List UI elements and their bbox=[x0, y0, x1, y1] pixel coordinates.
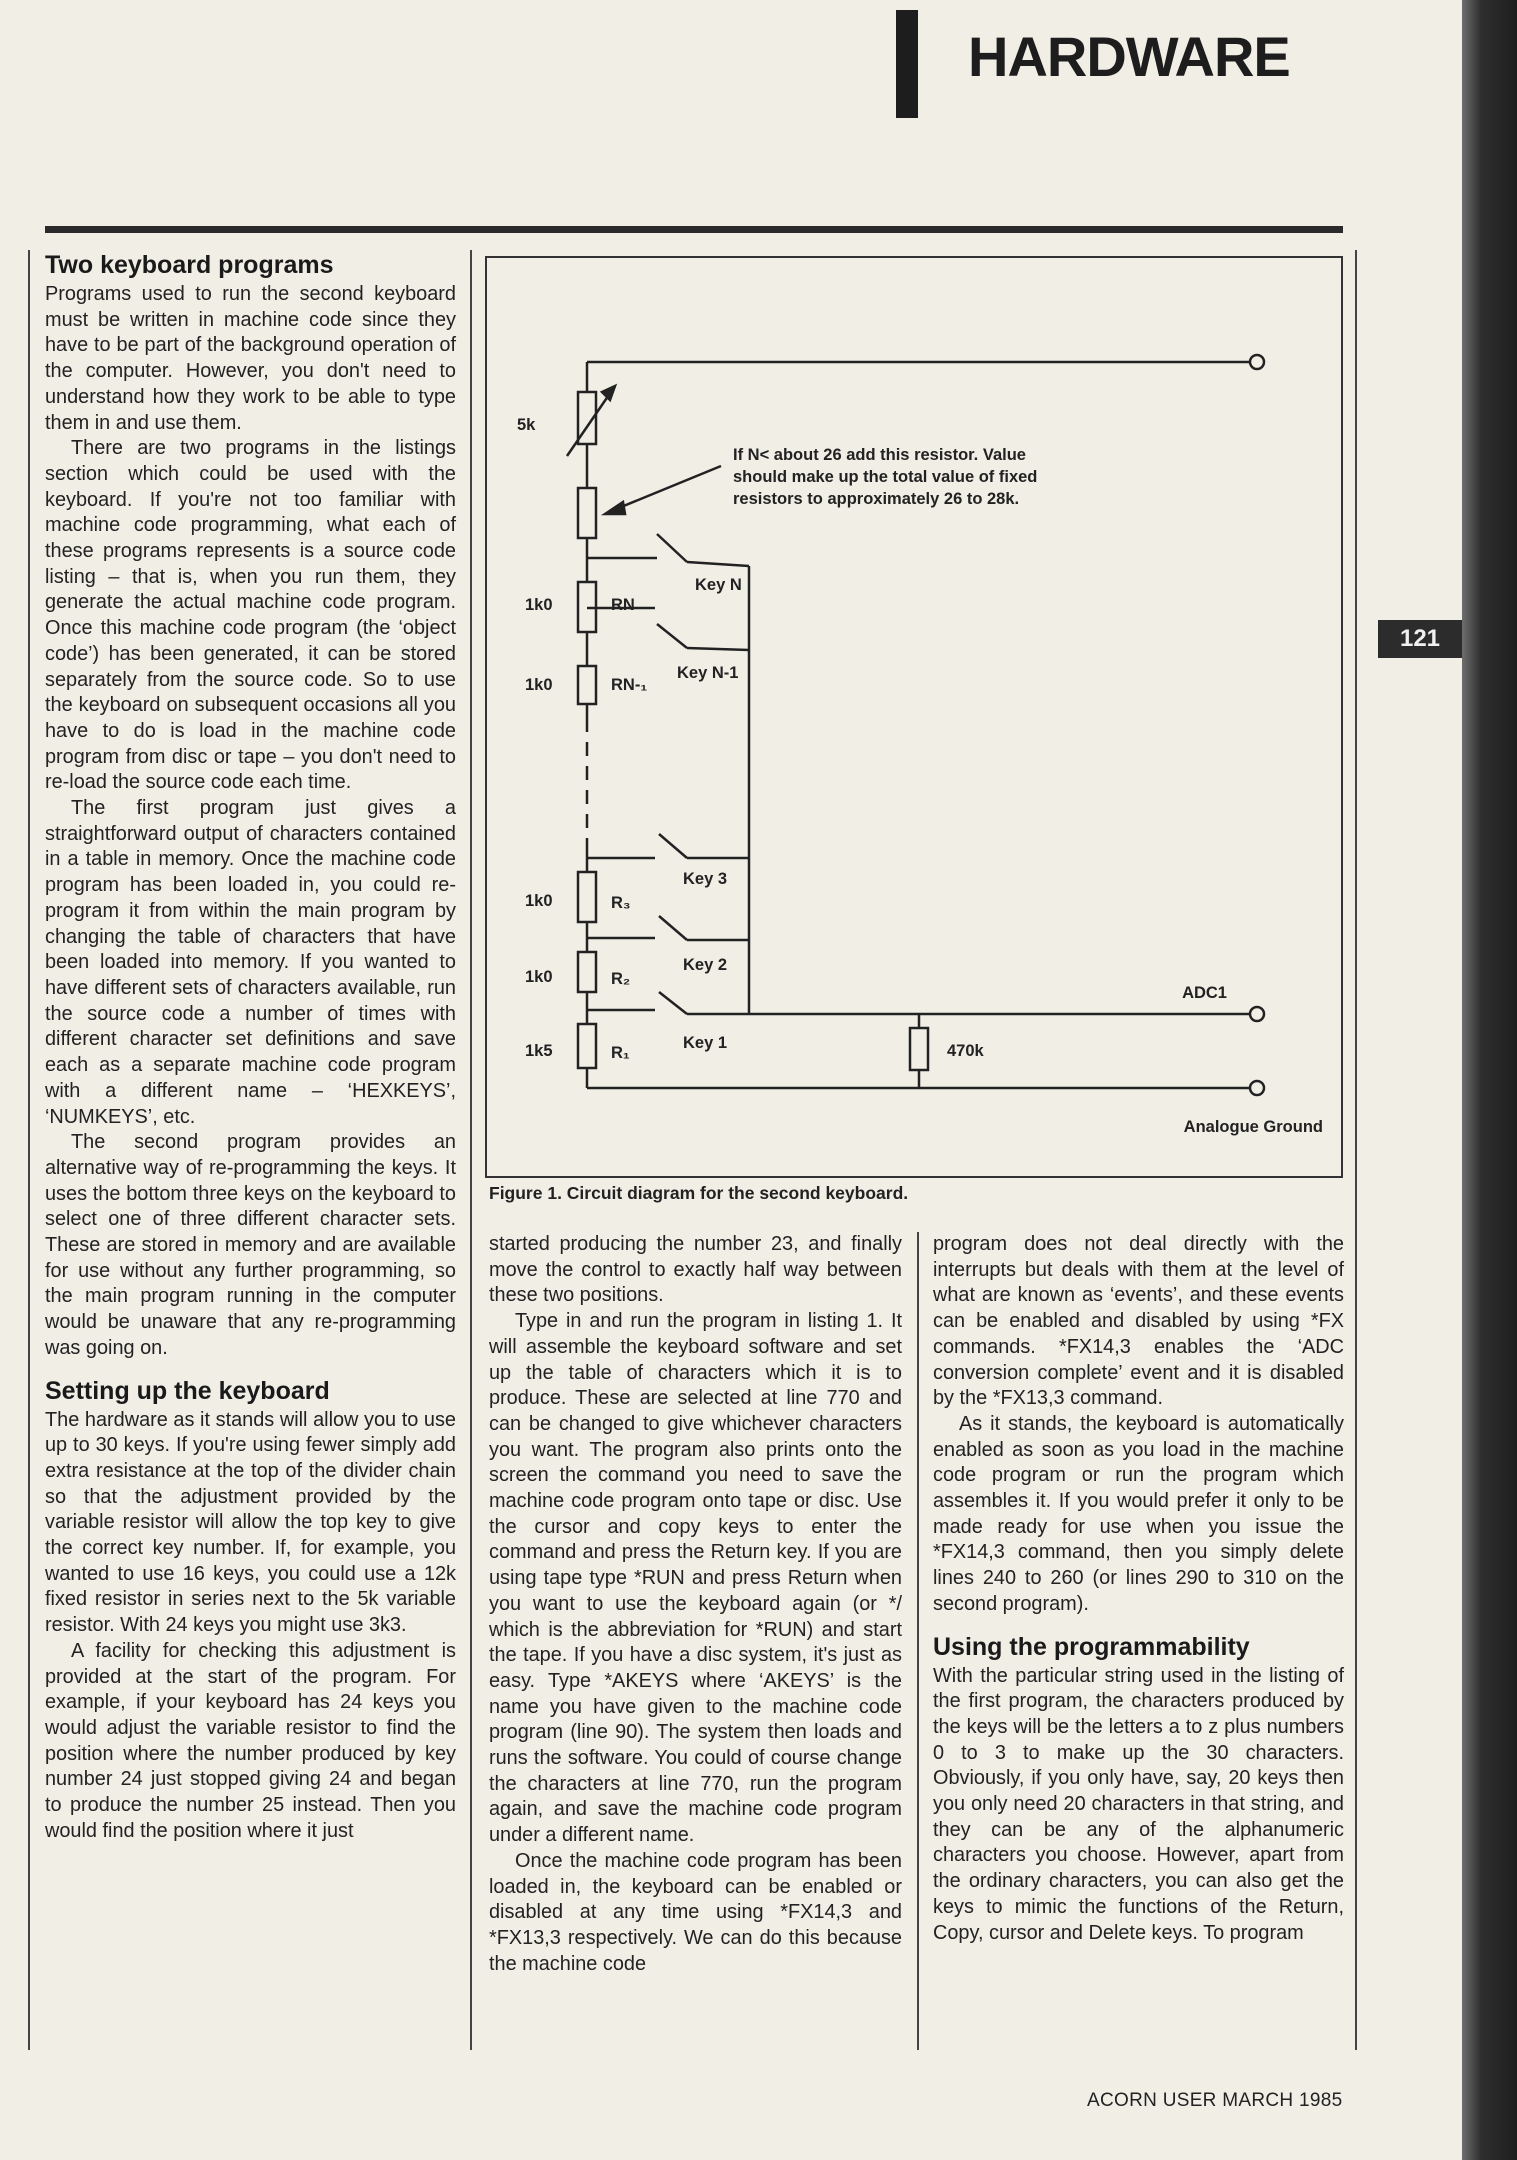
circuit-diagram bbox=[487, 258, 1341, 1176]
paragraph: The hardware as it stands will allow you to use up to 30 keys. If you're using fewer simply add extra resistance at the top of the divider chain so that the adjustment provided by the variable resistor will allow the top key to give the correct key number. If, for example, you wanted to use 16 keys, you could use a 12k fixed resistor in series next to the 5k variable resistor. With 24 keys you might use 3k3. bbox=[45, 1408, 456, 1637]
paragraph: Once the machine code program has been loaded in, the keyboard can be enabled or disabled at any time using *FX14,3 and *FX13,3 respectively. We can do this because the machine code bbox=[489, 1849, 902, 1975]
column-divider-1 bbox=[470, 250, 472, 2050]
label-r2: R₂ bbox=[611, 970, 631, 988]
page-number-tab: 121 bbox=[1378, 620, 1462, 658]
paragraph: Programs used to run the second keyboard must be written in machine code since they have to be part of the background operation of the computer. However, you don't need to understand how they work to be able to type them in and use them. bbox=[45, 283, 456, 434]
label-rn: RN bbox=[611, 596, 635, 614]
label-1k0: 1k0 bbox=[525, 596, 553, 614]
label-470k: 470k bbox=[947, 1042, 984, 1060]
column-divider-2 bbox=[917, 1232, 919, 2050]
article-column-3 bbox=[933, 1232, 1344, 1946]
article-column-1 bbox=[45, 248, 456, 1844]
paragraph: With the particular string used in the listing of the first program, the characters produced by the keys will be the letters a to z plus numbers 0 to 3 to make up the 30 characters. Obviously, if you only have, say, 20 keys then you only need 20 characters in that string, and they can be any of the alphanumeric characters you choose. However, apart from the ordinary characters, you can also get the keys to mimic the functions of the Return, Copy, cursor and Delete keys. To program bbox=[933, 1664, 1344, 1944]
label-key-n-1: Key N-1 bbox=[677, 664, 739, 682]
label-5k: 5k bbox=[517, 416, 536, 434]
heading-two-keyboard-programs: Two keyboard programs bbox=[45, 251, 334, 279]
page-footer: ACORN USER MARCH 1985 bbox=[1087, 2090, 1343, 2111]
label-1k0: 1k0 bbox=[525, 968, 553, 986]
label-adc1: ADC1 bbox=[1182, 984, 1227, 1002]
note-line-2: should make up the total value of fixed bbox=[733, 468, 1038, 486]
top-rule bbox=[45, 226, 1343, 233]
label-rn-1: RN-₁ bbox=[611, 676, 648, 694]
label-analogue-ground: Analogue Ground bbox=[1183, 1118, 1323, 1136]
paragraph: started producing the number 23, and finally move the control to exactly half way between these two positions. bbox=[489, 1233, 902, 1307]
label-key-2: Key 2 bbox=[683, 956, 728, 974]
paragraph: A facility for checking this adjustment is provided at the start of the program. For example, if your keyboard has 24 keys you would adjust the variable resistor to find the position where the number produced by key number 24 just stopped giving 24 and began to produce the number 25 instead. Then you would find the position where it just bbox=[45, 1639, 456, 1842]
label-key-1: Key 1 bbox=[683, 1034, 728, 1052]
label-r3: R₃ bbox=[611, 894, 631, 912]
circuit-figure bbox=[485, 256, 1343, 1178]
label-key-n: Key N bbox=[695, 576, 742, 594]
label-1k0: 1k0 bbox=[525, 892, 553, 910]
binding-shadow bbox=[1462, 0, 1517, 2160]
section-title: HARDWARE bbox=[968, 25, 1290, 88]
heading-setting-up-the-keyboard: Setting up the keyboard bbox=[45, 1376, 330, 1405]
paragraph: Type in and run the program in listing 1. It will assemble the keyboard software and set up the table of characters which it is to produce. These are selected at line 770 and can be changed to give whichever characters you want. The program also prints onto the screen the command you need to save the machine code program onto tape or disc. Use the cursor and copy keys to enter the command and press the Return key. If you are using tape type *RUN and press Return when you want to use the keyboard again (or */ which is the abbreviation for *RUN) and start the tape. If you have a disc system, it's just as easy. Type *AKEYS where ‘AKEYS’ is the name you have given to the machine code program (line 90). The system then loads and runs the software. You could of course change the characters at line 770, run the program again, and save the machine code program under a different name. bbox=[489, 1310, 902, 1847]
paragraph: The first program just gives a straightforward output of characters contained in a table in memory. Once the machine code program has been loaded in, you could re-program it from within the main program by changing the table of characters that have been loaded into memory. If you wanted to have different sets of characters available, run the source code a number of times with different character set definitions and save each as a separate machine code program with a different name – ‘HEXKEYS’, ‘NUMKEYS’, etc. bbox=[45, 797, 456, 1128]
label-key-3: Key 3 bbox=[683, 870, 728, 888]
paragraph: There are two programs in the listings section which could be used with the keyboard. If you're not too familiar with machine code programming, what each of these programs represents is a source code listing – that is, when you run them, they generate the actual machine code program. Once this machine code program (the ‘object code’) has been generated, it can be stored separately from the source code. So to use the keyboard on subsequent occasions all you have to do is load in the machine code program from disc or tape – you don't need to re-load the source code each time. bbox=[45, 437, 456, 794]
label-r1: R₁ bbox=[611, 1044, 630, 1062]
left-margin-rule bbox=[28, 250, 30, 2050]
label-1k5: 1k5 bbox=[525, 1042, 553, 1060]
label-1k0: 1k0 bbox=[525, 676, 553, 694]
paragraph: As it stands, the keyboard is automatically enabled as soon as you load in the machine code program or run the program which assembles it. If you would prefer it only to be made ready for use when you issue the *FX14,3 command, then you simply delete lines 240 to 260 (or lines 290 to 310 on the second program). bbox=[933, 1412, 1344, 1615]
note-line-3: resistors to approximately 26 to 28k. bbox=[733, 490, 1020, 508]
section-marker-block bbox=[896, 10, 918, 118]
paragraph: The second program provides an alternative way of re-programming the keys. It uses the bottom three keys on the keyboard to select one of three different character sets. These are stored in memory and are available for use without any further programming, so the main program running in the computer would be unaware that any re-programming was going on. bbox=[45, 1131, 456, 1359]
note-line-1: If N< about 26 add this resistor. Value bbox=[733, 446, 1026, 464]
right-margin-rule bbox=[1355, 250, 1357, 2050]
heading-using-the-programmability: Using the programmability bbox=[933, 1632, 1250, 1661]
figure-caption: Figure 1. Circuit diagram for the second keyboard. bbox=[489, 1183, 909, 1203]
article-column-2 bbox=[489, 1232, 902, 1977]
paragraph: program does not deal directly with the interrupts but deals with them at the level of what are known as ‘events’, and these events can be enabled and disabled by using *FX commands. *FX14,3 enables the ‘ADC conversion complete’ event and it is disabled by the *FX13,3 command. bbox=[933, 1233, 1344, 1410]
